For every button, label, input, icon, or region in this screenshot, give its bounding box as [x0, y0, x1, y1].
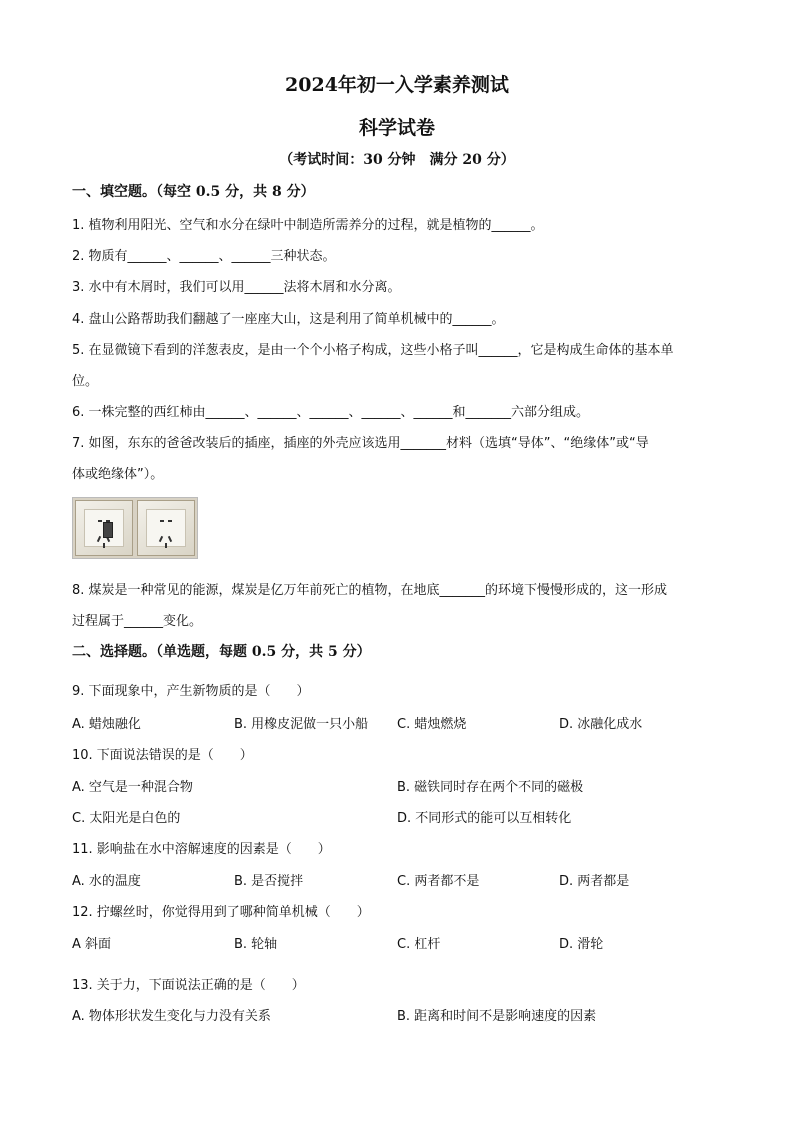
exam-subject: 科学试卷: [358, 117, 435, 139]
question-8-cont: 过程属于______变化。: [72, 614, 203, 629]
q10-option-a: A. 空气是一种混合物: [72, 780, 193, 795]
q11-option-d: D. 两者都是: [559, 874, 630, 889]
question-7: 7. 如图，东东的爸爸改装后的插座，插座的外壳应该选用_______材料（选填“导体”、“绝缘体”或“导: [72, 436, 649, 451]
question-11: 11. 影响盐在水中溶解速度的因素是（ ）: [72, 842, 331, 857]
question-8: 8. 煤炭是一种常见的能源，煤炭是亿万年前死亡的植物，在地底_______的环境下慢慢形成的，这一形成: [72, 583, 668, 598]
exam-info: （考试时间：30 分钟 满分 20 分）: [279, 152, 515, 168]
question-9: 9. 下面现象中，产生新物质的是（ ）: [72, 684, 310, 699]
q12-option-b: B. 轮轴: [234, 937, 278, 952]
q11-option-c: C. 两者都不是: [397, 874, 480, 889]
question-4: 4. 盘山公路帮助我们翻越了一座座大山，这是利用了简单机械中的______。: [72, 312, 505, 327]
q10-option-b: B. 磁铁同时存在两个不同的磁极: [397, 780, 584, 795]
q11-option-b: B. 是否搅拌: [234, 874, 304, 889]
socket-plain: [137, 500, 195, 556]
q9-option-b: B. 用橡皮泥做一只小船: [234, 717, 369, 732]
question-5-cont: 位。: [72, 374, 99, 389]
question-3: 3. 水中有木屑时，我们可以用______法将木屑和水分离。: [72, 280, 401, 295]
question-6: 6. 一株完整的西红柿由______、______、______、______、______和_______六部分组成。: [72, 405, 590, 420]
q12-option-a: A 斜面: [72, 937, 112, 952]
question-13: 13. 关于力，下面说法正确的是（ ）: [72, 978, 305, 993]
q11-option-a: A. 水的温度: [72, 874, 141, 889]
socket-with-switch: [75, 500, 133, 556]
question-5: 5. 在显微镜下看到的洋葱表皮，是由一个个小格子构成，这些小格子叫______，它是构成生命体的基本单: [72, 343, 674, 358]
q13-option-a: A. 物体形状发生变化与力没有关系: [72, 1009, 271, 1024]
question-2: 2. 物质有______、______、______三种状态。: [72, 249, 336, 264]
q9-option-c: C. 蜡烛燃烧: [397, 717, 467, 732]
q12-option-c: C. 杠杆: [397, 937, 441, 952]
q10-option-d: D. 不同形式的能可以互相转化: [397, 811, 572, 826]
q9-option-a: A. 蜡烛融化: [72, 717, 141, 732]
exam-title: 2024年初一入学素养测试: [285, 74, 509, 96]
q10-option-c: C. 太阳光是白色的: [72, 811, 181, 826]
question-12: 12. 拧螺丝时，你觉得用到了哪种简单机械（ ）: [72, 905, 370, 920]
question-7-cont: 体或绝缘体”）。: [72, 467, 164, 482]
section-2-heading: 二、选择题。（单选题，每题 0.5 分，共 5 分）: [72, 644, 371, 660]
question-10: 10. 下面说法错误的是（ ）: [72, 748, 253, 763]
question-1: 1. 植物利用阳光、空气和水分在绿叶中制造所需养分的过程，就是植物的______。: [72, 218, 544, 233]
wall-socket-photo-icon: [72, 497, 198, 559]
section-1-heading: 一、填空题。（每空 0.5 分，共 8 分）: [72, 184, 315, 200]
q12-option-d: D. 滑轮: [559, 937, 604, 952]
q13-option-b: B. 距离和时间不是影响速度的因素: [397, 1009, 597, 1024]
q9-option-d: D. 冰融化成水: [559, 717, 643, 732]
